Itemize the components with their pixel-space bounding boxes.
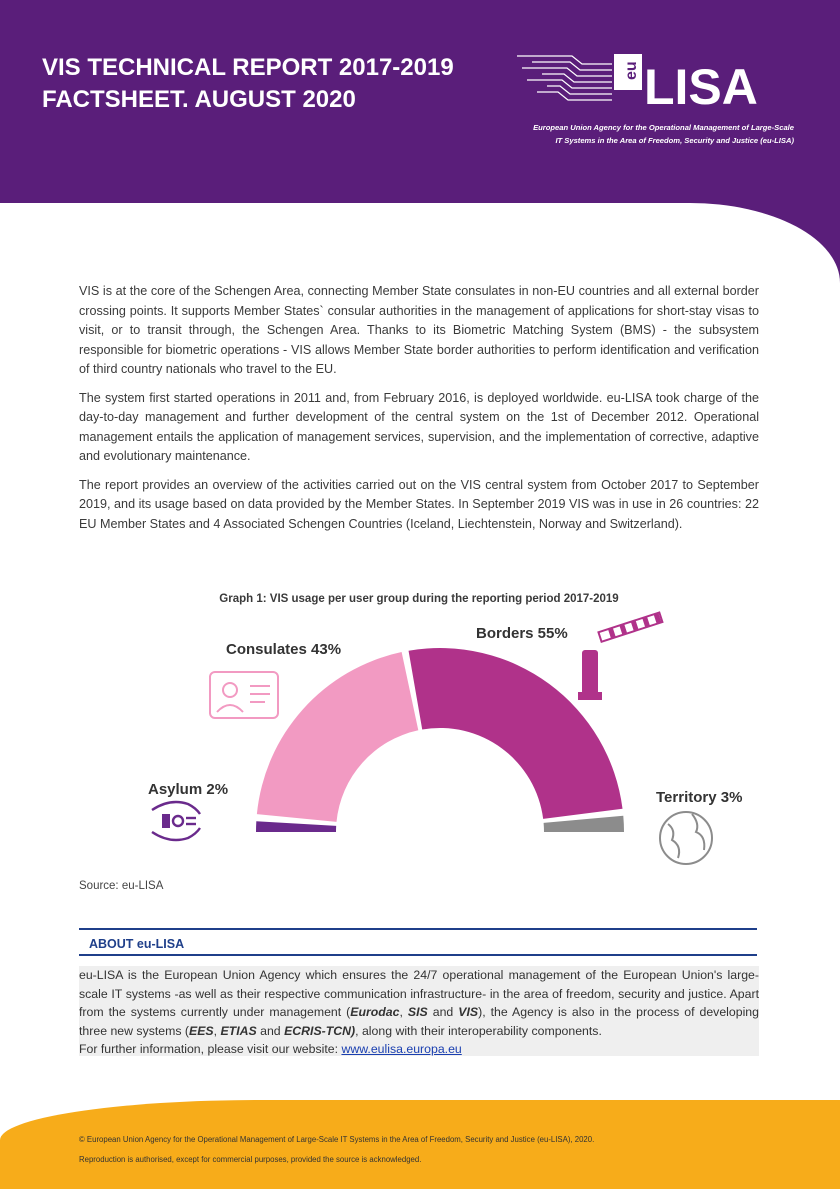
eu-lisa-logo — [512, 46, 762, 116]
about-middle: ), the Agency is also in the process of developing three new systems ( — [79, 1005, 759, 1038]
label-consulates: Consulates 43% — [226, 641, 342, 658]
about-intro: eu-LISA is the European Union Agency which ensures the 24/7 operational management of the European Union's large-scale IT systems -as well as their respective communication infrastructure- in the area of freedom, security and justice. Apart from the systems currently under management ( — [79, 968, 759, 1019]
about-heading: ABOUT eu-LISA — [79, 928, 757, 956]
about-text — [79, 966, 759, 1056]
chart-source: Source: eu-LISA — [79, 880, 164, 892]
svg-text:LISA: LISA — [644, 59, 758, 115]
globe-icon — [660, 812, 712, 864]
separator: and — [427, 1005, 459, 1019]
id-card-icon — [210, 672, 278, 718]
footer-text — [79, 1130, 779, 1170]
reproduction-text: Reproduction is authorised, except for commercial purposes, provided the source is acknowledged. — [79, 1155, 422, 1164]
paragraph-2: The system first started operations in 2011 and, from February 2016, is deployed worldwide. eu-LISA took charge of the day-to-day management and further development of the central system on the 1st of December 2012. Operational management entails the application of management services, supervision, and the implementation of corrective, adaptive and evolutionary maintenance. — [79, 390, 759, 463]
label-asylum: Asylum 2% — [148, 781, 229, 798]
website-link[interactable]: www.eulisa.europa.eu — [341, 1042, 462, 1056]
slice-asylum — [256, 821, 336, 832]
about-end: , along with their interoperability components. — [355, 1023, 602, 1038]
paragraph-3: The report provides an overview of the activities carried out on the VIS central system from October 2017 to September 2019, and its usage based on data provided by the Member States. In September 2019 VIS was in use in 26 countries: 22 EU Member States and 4 Associated Schengen Countries (Iceland, Liechtenstein, Norway and Switzerland). — [79, 477, 759, 531]
separator: , — [399, 1005, 408, 1019]
page-title — [42, 52, 454, 116]
agency-line-1: European Union Agency for the Operational Management of Large-Scale — [533, 123, 794, 132]
system-sis: SIS — [407, 1005, 428, 1019]
agency-line-2: IT Systems in the Area of Freedom, Security and Justice (eu-LISA) — [555, 136, 794, 145]
paragraph-1: VIS is at the core of the Schengen Area, connecting Member State consulates in non-EU countries and all external border crossing points. It supports Member States` consular authorities in the management of applications for short-stay visas to visit, or to transit through, the Schengen Area. Thanks to its Biometric Matching System (BMS) - the subsystem responsible for biometric operations - VIS allows Member State border authorities to perform identification and verification of third country nationals who travel to the EU. — [79, 284, 759, 376]
system-vis: VIS — [458, 1005, 479, 1019]
separator: and — [256, 1023, 285, 1038]
slice-consulates — [257, 652, 418, 822]
system-ees: EES — [189, 1023, 214, 1038]
label-borders: Borders 55% — [476, 625, 568, 642]
agency-name — [464, 121, 794, 147]
border-barrier-icon — [578, 612, 662, 700]
system-ecris: ECRIS-TCN) — [284, 1023, 356, 1038]
system-eurodac: Eurodac — [350, 1005, 400, 1019]
title-line-2: FACTSHEET. AUGUST 2020 — [42, 86, 356, 113]
copyright-text: © European Union Agency for the Operational Management of Large-Scale IT Systems in the Area of Freedom, Security and Justice (eu-LISA), 2020. — [79, 1135, 595, 1144]
intro-text — [79, 282, 759, 543]
website-prefix: For further information, please visit our website: — [79, 1042, 342, 1056]
system-etias: ETIAS — [220, 1023, 257, 1038]
chart-title: Graph 1: VIS usage per user group during the reporting period 2017-2019 — [219, 593, 619, 605]
slice-territory — [544, 816, 624, 832]
title-line-1: VIS TECHNICAL REPORT 2017-2019 — [42, 54, 454, 81]
usage-donut-chart — [0, 610, 840, 890]
svg-text:eu: eu — [623, 61, 640, 80]
asylum-hands-icon — [152, 802, 200, 840]
separator: , — [213, 1023, 221, 1038]
label-territory: Territory 3% — [656, 789, 743, 806]
